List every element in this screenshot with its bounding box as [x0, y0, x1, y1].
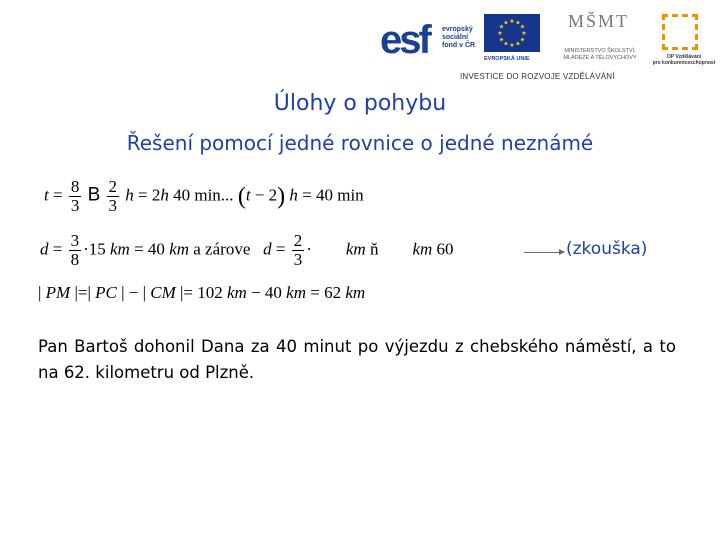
fraction-2-3b: $\frac{2}{3}$: [293, 231, 303, 269]
equation-time: t = $\frac{8}{3}$ B $\frac{2}{3}$ h = 2h 40 min... (t − 2) h = 40 min: [44, 177, 364, 215]
equation-segments: | PM |=| PC | − | CM |= 102 km − 40 km = 62 km: [38, 283, 366, 302]
svg-text:★: ★: [521, 30, 527, 37]
svg-text:★: ★: [515, 40, 521, 48]
msmt-logo-text: MINISTERSTVO ŠKOLSTVÍ, MLÁDEŽE A TĚLOVÝCHOVY: [563, 48, 637, 61]
svg-text:★: ★: [498, 23, 505, 31]
msmt-logo-mark: MŠMT: [568, 11, 630, 31]
svg-text:★: ★: [509, 42, 515, 49]
equation-distance: d = $\frac{3}{8}$ ·15 km = 40 km a zárove d = $\frac{2}{3}$ · km ň km 60: [40, 231, 454, 269]
eu-logo: [484, 14, 540, 66]
fraction-2-3: $\frac{2}{3}$: [108, 177, 118, 215]
op-logo: [652, 10, 716, 74]
slide-title: Úlohy o pohybu: [273, 91, 447, 116]
esf-logo-word: esf: [380, 18, 429, 62]
conclusion-text: Pan Bartoš dohonil Dana za 40 minut po výjezdu z chebského náměstí, a to na 62. kilometru od Plzně.: [38, 337, 676, 382]
esf-logo: [378, 16, 478, 66]
svg-text:★: ★: [503, 40, 509, 48]
op-logo-text: OP Vzdělávání pro konkurenceschopnost: [652, 54, 716, 66]
svg-text:★: ★: [503, 19, 509, 27]
svg-text:★: ★: [498, 36, 505, 44]
check-label: (zkouška): [566, 239, 648, 259]
svg-text:★: ★: [509, 18, 515, 25]
banner-tagline: INVESTICE DO ROZVOJE VZDĚLÁVÁNÍ: [460, 72, 615, 81]
check-arrow-icon: [524, 252, 564, 253]
eu-flag-icon: [484, 14, 540, 52]
svg-text:★: ★: [519, 23, 526, 31]
svg-text:★: ★: [497, 30, 503, 37]
eu-logo-label: EVROPSKÁ UNIE: [484, 56, 530, 62]
msmt-logo: [548, 12, 648, 68]
op-logo-frame-icon: [662, 14, 698, 50]
fraction-8-3: $\frac{8}{3}$: [70, 177, 80, 215]
svg-text:★: ★: [519, 36, 526, 44]
svg-text:★: ★: [515, 19, 521, 27]
logo-banner: [378, 10, 716, 84]
esf-logo-text: evropský sociální fond v ČR: [442, 26, 476, 49]
fraction-3-8: $\frac{3}{8}$: [70, 231, 80, 269]
slide-subtitle: Řešení pomocí jedné rovnice o jedné neznámé: [126, 131, 594, 155]
